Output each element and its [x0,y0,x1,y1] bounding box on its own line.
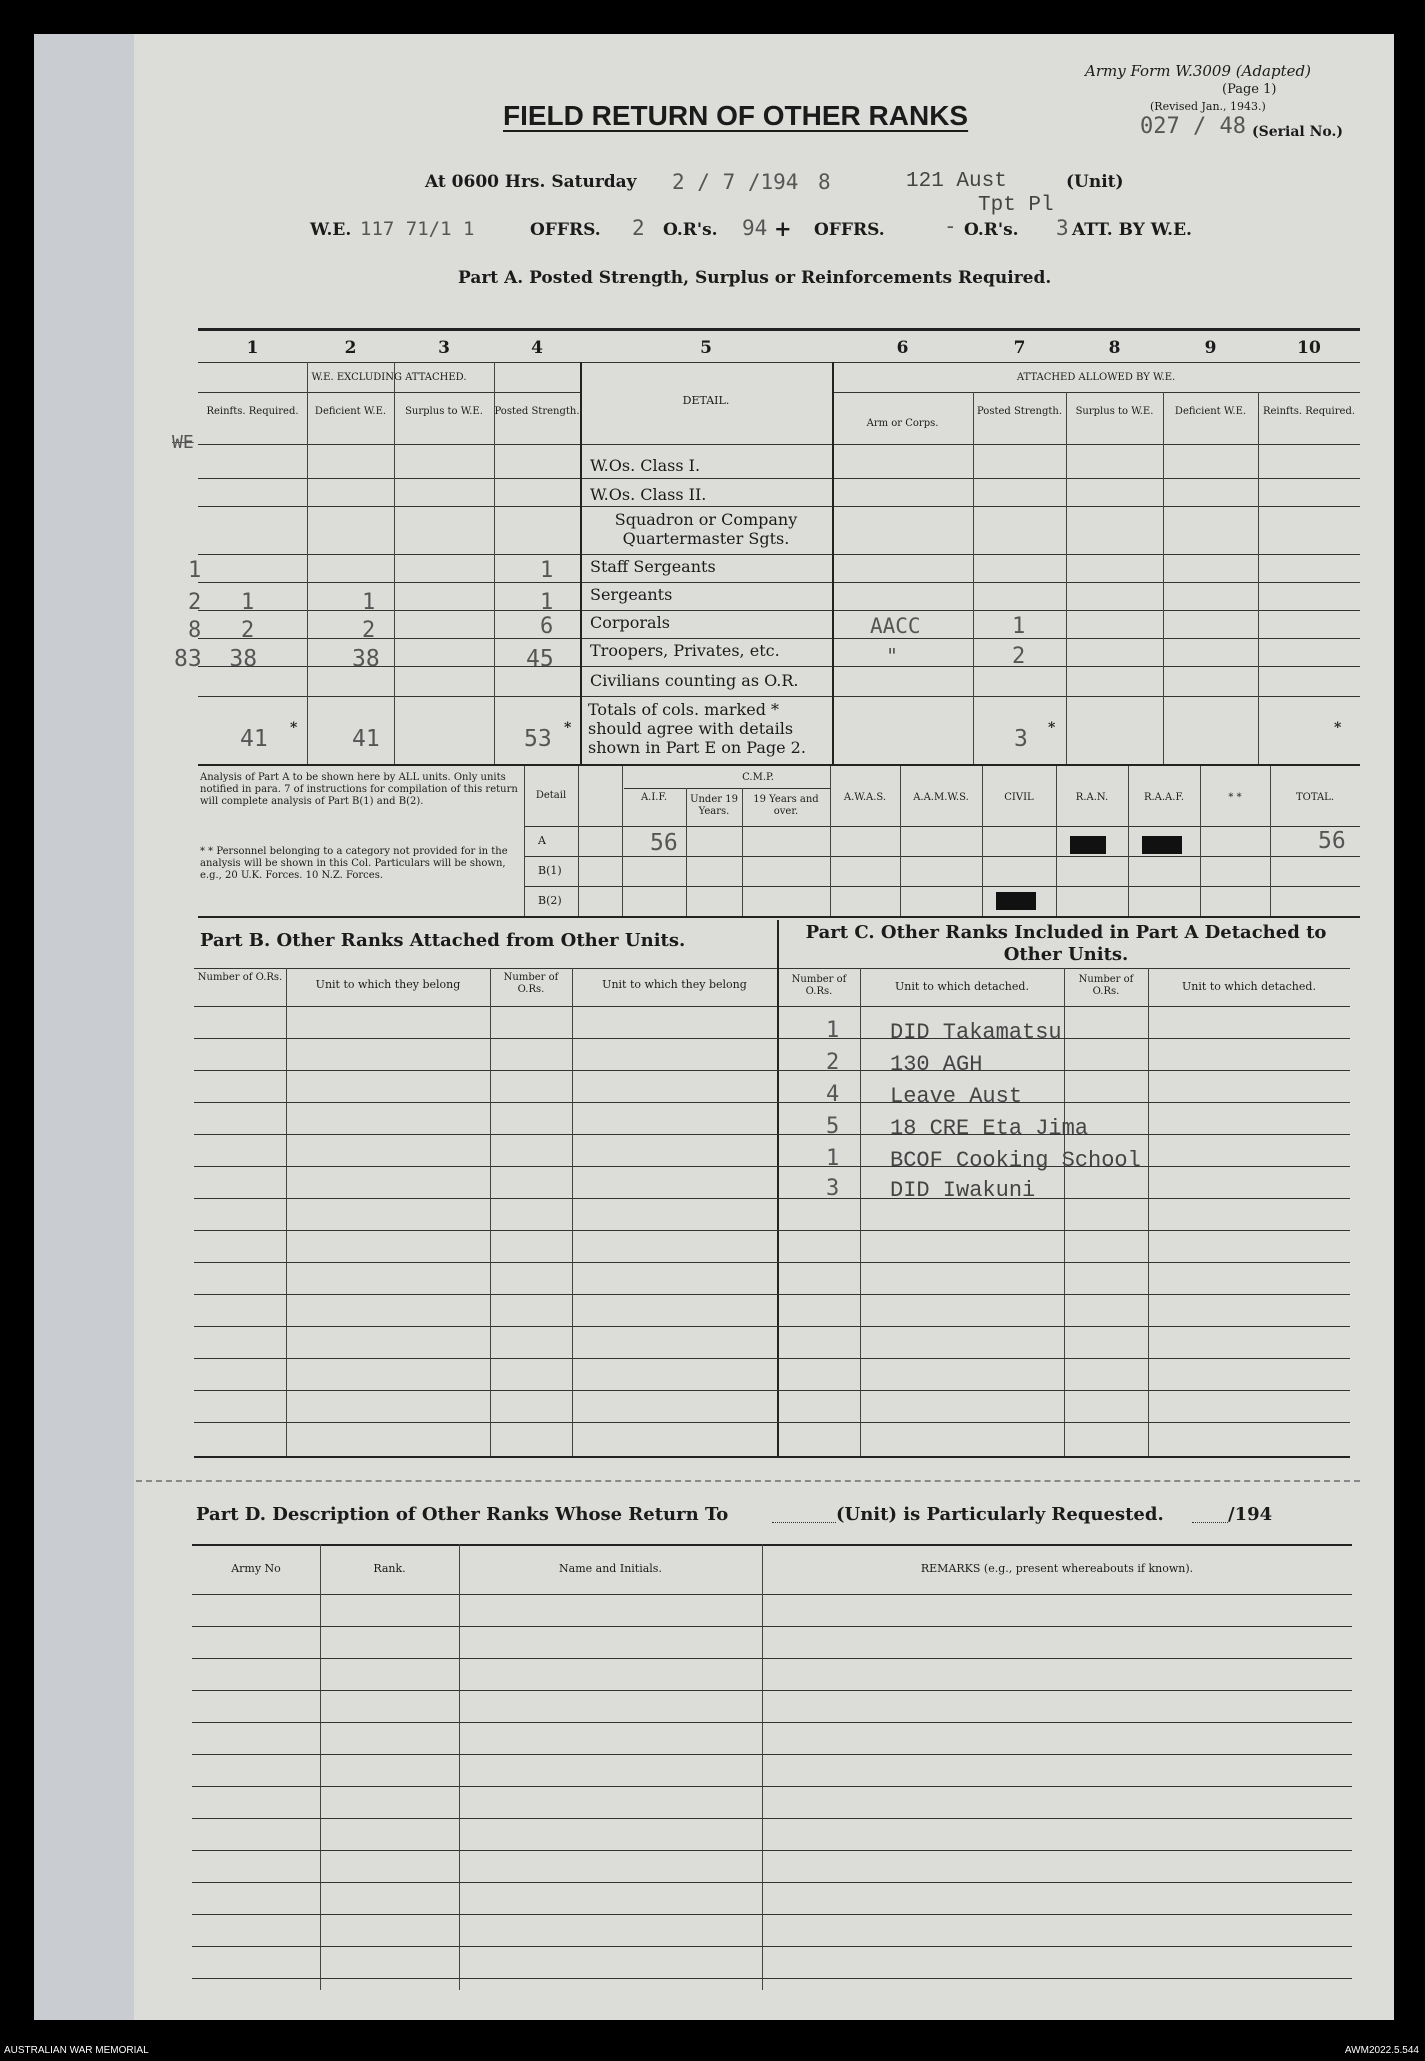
cell-value: 1 [362,590,376,615]
part-d-title-mid: (Unit) is Particularly Requested. [836,1504,1164,1525]
header-deficient: Deficient W.E. [314,406,387,417]
part-d-header: Rank. [373,1562,406,1575]
offrs-value: 2 [632,216,645,240]
analysis-detail-header: Detail [535,790,567,801]
part-a-top-rule [198,328,1360,331]
part-d-header: Name and Initials. [559,1562,662,1575]
detail-label: Civilians counting as O.R. [590,671,799,690]
part-b-header: Number of O.Rs. [503,972,559,995]
star-mark: * [290,720,298,736]
ors2-value: 3 [1056,216,1069,240]
detached-count: 3 [826,1176,840,1201]
analysis-header: A.W.A.S. [843,792,887,803]
analysis-row-label: A [538,834,546,847]
cell-value: " [886,644,899,668]
group-right-header: ATTACHED ALLOWED BY W.E. [1016,372,1176,383]
part-d-header: Army No [231,1562,281,1575]
detached-unit: DID Takamatsu [890,1020,1062,1045]
analysis-header: R.A.A.F. [1143,792,1185,803]
ors2-label: O.R's. [964,220,1019,240]
analysis-row-label: B(2) [538,894,562,907]
part-c-title: Part C. Other Ranks Included in Part A Detached to Other Units. [805,922,1327,965]
cell-value: AACC [870,614,921,638]
total-value: 3 [1014,726,1028,752]
header-posted-att: Posted Strength. [976,406,1063,417]
part-c-header: Number of O.Rs. [1078,974,1134,997]
we-label: W.E. [310,220,352,240]
unit-value: 121 Aust [906,170,1007,193]
cell-value: 8 2 [188,618,255,643]
detail-label: Corporals [590,613,670,632]
form-name: Army Form W.3009 (Adapted) [1085,62,1311,80]
analysis-row-label: B(1) [538,864,562,877]
serial-label: (Serial No.) [1252,124,1343,140]
cell-value: 6 [540,614,554,639]
att-label: ATT. BY W.E. [1072,220,1192,240]
part-b-header: Unit to which they belong [602,978,747,991]
detached-unit: 130 AGH [890,1052,983,1077]
part-a-number-rule [198,362,1360,363]
col-number: 3 [438,338,450,358]
part-c-header: Number of O.Rs. [791,974,847,997]
col-number: 8 [1108,338,1121,358]
star-mark: * [1048,720,1056,736]
part-d-title-end: /194 [1228,1504,1273,1525]
part-a-title: Part A. Posted Strength, Surplus or Reinforcements Required. [458,268,1052,288]
cell-value: 1 [540,558,554,583]
detached-count: 1 [826,1146,840,1171]
redaction-block [1070,836,1106,854]
part-d-header: REMARKS (e.g., present whereabouts if known). [920,1562,1194,1575]
analysis-header: CIVIL [1004,792,1034,803]
detail-label: W.Os. Class II. [590,485,707,504]
part-b-header: Number of O.Rs. [197,972,283,983]
aif-value: 56 [650,830,678,856]
perforation-line [136,1480,1360,1482]
header-arm-corps: Arm or Corps. [866,418,939,429]
year-suffix: 8 [818,170,831,194]
detached-unit: Leave Aust [890,1084,1023,1109]
header-surplus-att: Surplus to W.E. [1075,406,1154,417]
at-text: At 0600 Hrs. Saturday [425,172,637,192]
detached-unit: DID Iwakuni [890,1178,1036,1203]
header-surplus: Surplus to W.E. [405,406,483,417]
offrs2-label: OFFRS. [814,220,885,240]
we-value: 117 71/1 1 [360,218,475,240]
analysis-header: A.A.M.W.S. [913,792,969,803]
plus-sign: + [774,216,792,241]
group-left-header: W.E. EXCLUDING ATTACHED. [311,372,467,383]
cell-value: 1 [540,590,554,615]
analysis-header: * * [1228,792,1242,803]
detail-label: Troopers, Privates, etc. [590,641,780,660]
part-c-header: Unit to which detached. [1182,980,1316,993]
header-reinfts-att: Reinfts. Required. [1262,406,1356,417]
header-detail: DETAIL. [682,394,730,407]
unit-value-2: Tpt Pl [978,194,1054,217]
offrs-label: OFFRS. [530,220,601,240]
total-value: 41 [352,726,380,752]
detached-count: 5 [826,1114,840,1139]
detached-unit: 18 CRE Eta Jima [890,1116,1089,1141]
star-mark: * [1334,720,1342,736]
cell-value: 45 [526,646,554,672]
cell-value: 1 [1012,614,1026,639]
analysis-header: C.M.P. [742,772,774,783]
col-number: 9 [1204,338,1217,358]
detached-count: 1 [826,1018,840,1043]
ors-value: 94 [742,216,768,240]
analysis-note: Analysis of Part A to be shown here by ALL units. Only units notified in para. 7 of instructions for compilation of this return will complete analysis of Part B(1) and B(2). [200,772,518,807]
col-number: 7 [1013,338,1026,358]
cell-value: 83 38 [174,646,258,672]
ors-label: O.R's. [663,220,718,240]
serial-value: 027 / 48 [1140,114,1246,139]
detached-count: 4 [826,1082,840,1107]
detail-label: Squadron or Company Quartermaster Sgts. [614,510,798,548]
form-page: (Page 1) [1222,82,1277,97]
offrs2-value: - [944,214,957,238]
archive-footer [0,2035,1425,2061]
analysis-header: A.I.F. [640,792,668,803]
col-number: 10 [1297,338,1321,358]
total-value: 53 [524,726,552,752]
analysis-header: TOTAL. [1295,792,1335,803]
detached-count: 2 [826,1050,840,1075]
header-posted: Posted Strength. [494,406,580,417]
footer-right: AWM2022.5.544 [1344,2045,1419,2056]
detail-label: Staff Sergeants [590,557,716,576]
cell-value: 2 [1012,644,1026,669]
cell-value: 2 [362,618,376,643]
detail-label: W.Os. Class I. [590,456,701,475]
col-number: 5 [700,338,712,358]
header-deficient-att: Deficient W.E. [1174,406,1247,417]
header-reinfts: Reinfts. Required. [206,406,299,417]
part-b-title: Part B. Other Ranks Attached from Other Units. [200,930,686,951]
redaction-block [996,892,1036,910]
analysis-note-2: * * Personnel belonging to a category not provided for in the analysis will be shown in this Col. Particulars will be shown, e.g., 20 U.K. Forces. 10 N.Z. Forces. [200,846,508,881]
cell-value: 2 1 [188,590,255,615]
detached-unit: BCOF Cooking School [890,1148,1141,1173]
paper-edge [34,34,134,2020]
page-title: FIELD RETURN OF OTHER RANKS [503,100,969,131]
analysis-header: 19 Years and over. [753,794,819,817]
totals-detail: Totals of cols. marked * should agree with details shown in Part E on Page 2. [588,700,806,757]
form-revised: (Revised Jan., 1943.) [1150,100,1266,113]
footer-left: AUSTRALIAN WAR MEMORIAL [4,2045,149,2056]
analysis-header: R.A.N. [1075,792,1109,803]
total-value: 56 [1318,828,1346,854]
part-c-header: Unit to which detached. [895,980,1029,993]
col-number: 1 [246,338,259,358]
we-mark: WE [172,432,194,453]
detail-label: Sergeants [590,585,673,604]
unit-label: (Unit) [1066,172,1124,192]
cell-value: 1 [188,558,202,583]
redaction-block [1142,836,1182,854]
analysis-header: Under 19 Years. [690,794,738,817]
star-mark: * [564,720,572,736]
col-number: 6 [896,338,909,358]
col-number: 4 [531,338,543,358]
col-number: 2 [344,338,357,358]
total-value: 41 [240,726,268,752]
part-d-title: Part D. Description of Other Ranks Whose Return To [196,1504,729,1525]
date-value: 2 / 7 /194 [672,170,799,194]
cell-value: 38 [352,646,380,672]
part-b-header: Unit to which they belong [315,978,461,991]
